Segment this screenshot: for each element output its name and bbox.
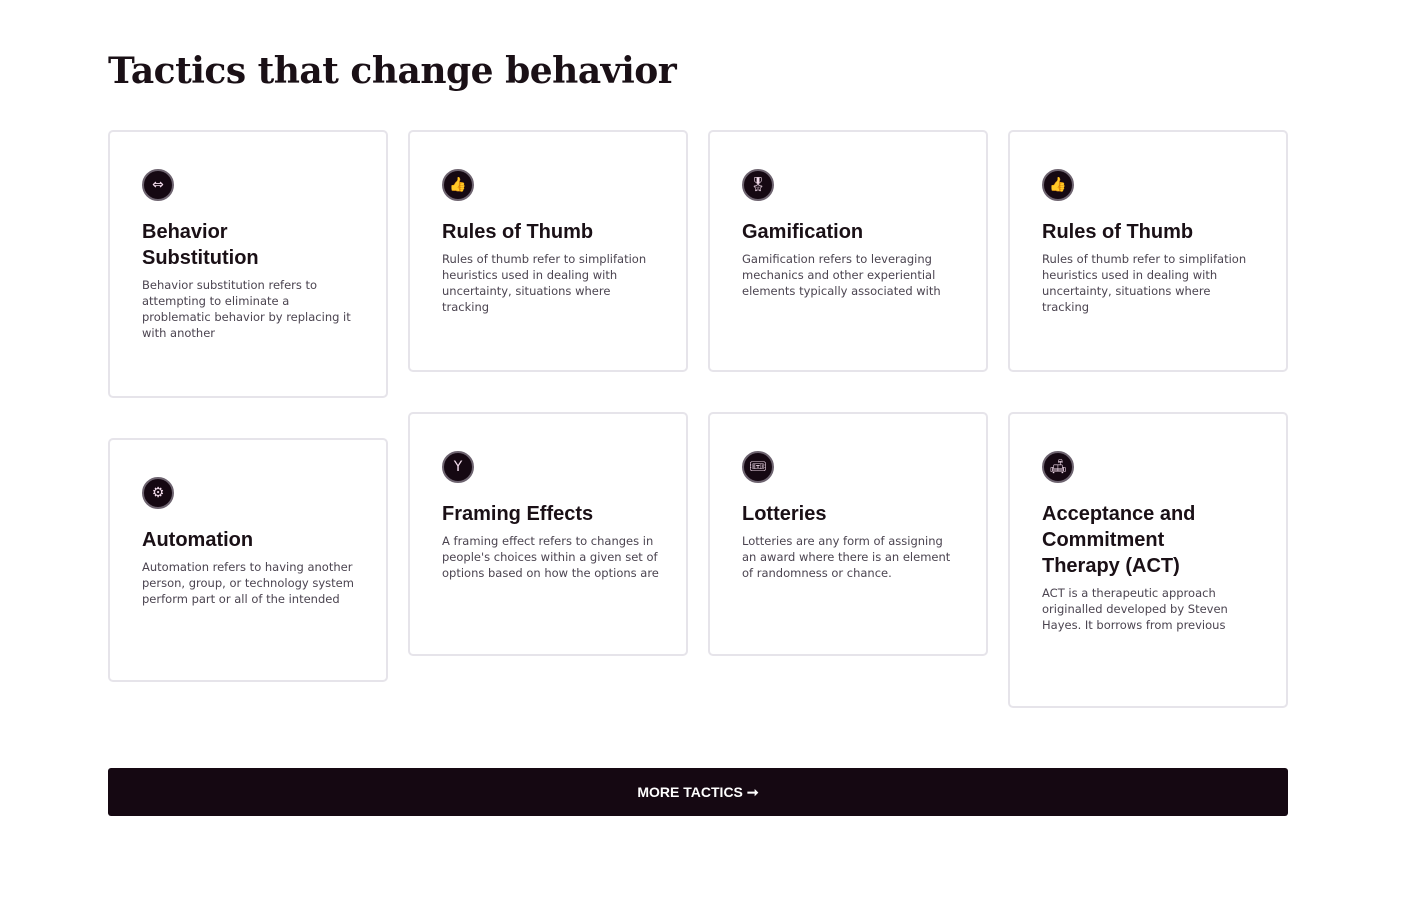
- medal-icon: 🎖: [742, 169, 774, 201]
- card-title: Rules of Thumb: [1042, 221, 1194, 243]
- tactic-card-automation[interactable]: [108, 438, 388, 682]
- card-title: Framing Effects: [442, 503, 594, 525]
- tactic-card-act[interactable]: [1008, 412, 1288, 708]
- card-description: Lotteries are any form of assigning an award where there is an element of randomness or chance.: [742, 534, 951, 580]
- card-description: Behavior substitution refers to attempting to eliminate a problematic behavior by replacing it with another: [142, 278, 351, 340]
- card-title: Gamification: [742, 221, 864, 243]
- tactic-card-rules-of-thumb[interactable]: [408, 130, 688, 372]
- card-title: Acceptance and Commitment Therapy (ACT): [1042, 503, 1196, 577]
- arrow-right-icon: ➞: [746, 783, 759, 800]
- ticket-icon: 🎟: [742, 451, 774, 483]
- card-description: ACT is a therapeutic approach originalled developed by Steven Hayes. It borrows from previous: [1042, 586, 1228, 632]
- card-title: Lotteries: [742, 503, 827, 525]
- thumbs-up-icon: 👍: [442, 169, 474, 201]
- more-tactics-button[interactable]: [108, 768, 1288, 816]
- card-description: Rules of thumb refer to simplifation heuristics used in dealing with uncertainty, situations where tracking: [442, 252, 647, 314]
- swap-arrows-icon: ⇔: [142, 169, 174, 201]
- card-title: Rules of Thumb: [442, 221, 594, 243]
- robot-icon: ⚙: [142, 477, 174, 509]
- fork-icon: Y: [442, 451, 474, 483]
- tactic-card-gamification[interactable]: [708, 130, 988, 372]
- tactic-card-lotteries[interactable]: [708, 412, 988, 656]
- card-description: Rules of thumb refer to simplifation heuristics used in dealing with uncertainty, situations where tracking: [1042, 252, 1247, 314]
- card-title: Behavior Substitution: [142, 221, 259, 269]
- tactic-card-behavior-substitution[interactable]: [108, 130, 388, 398]
- card-description: A framing effect refers to changes in people's choices within a given set of options based on how the options are: [442, 534, 659, 580]
- section-title: Tactics that change behavior: [108, 50, 677, 92]
- card-description: Gamification refers to leveraging mechanics and other experiential elements typically associated with: [742, 252, 941, 298]
- thumbs-up-icon: 👍: [1042, 169, 1074, 201]
- more-tactics-label: MORE TACTICS: [637, 784, 743, 800]
- tactic-card-framing-effects[interactable]: [408, 412, 688, 656]
- couch-icon: 🛋: [1042, 451, 1074, 483]
- tactic-card-rules-of-thumb-2[interactable]: [1008, 130, 1288, 372]
- card-title: Automation: [142, 529, 254, 551]
- card-description: Automation refers to having another person, group, or technology system perform part or all of the intended: [142, 560, 354, 606]
